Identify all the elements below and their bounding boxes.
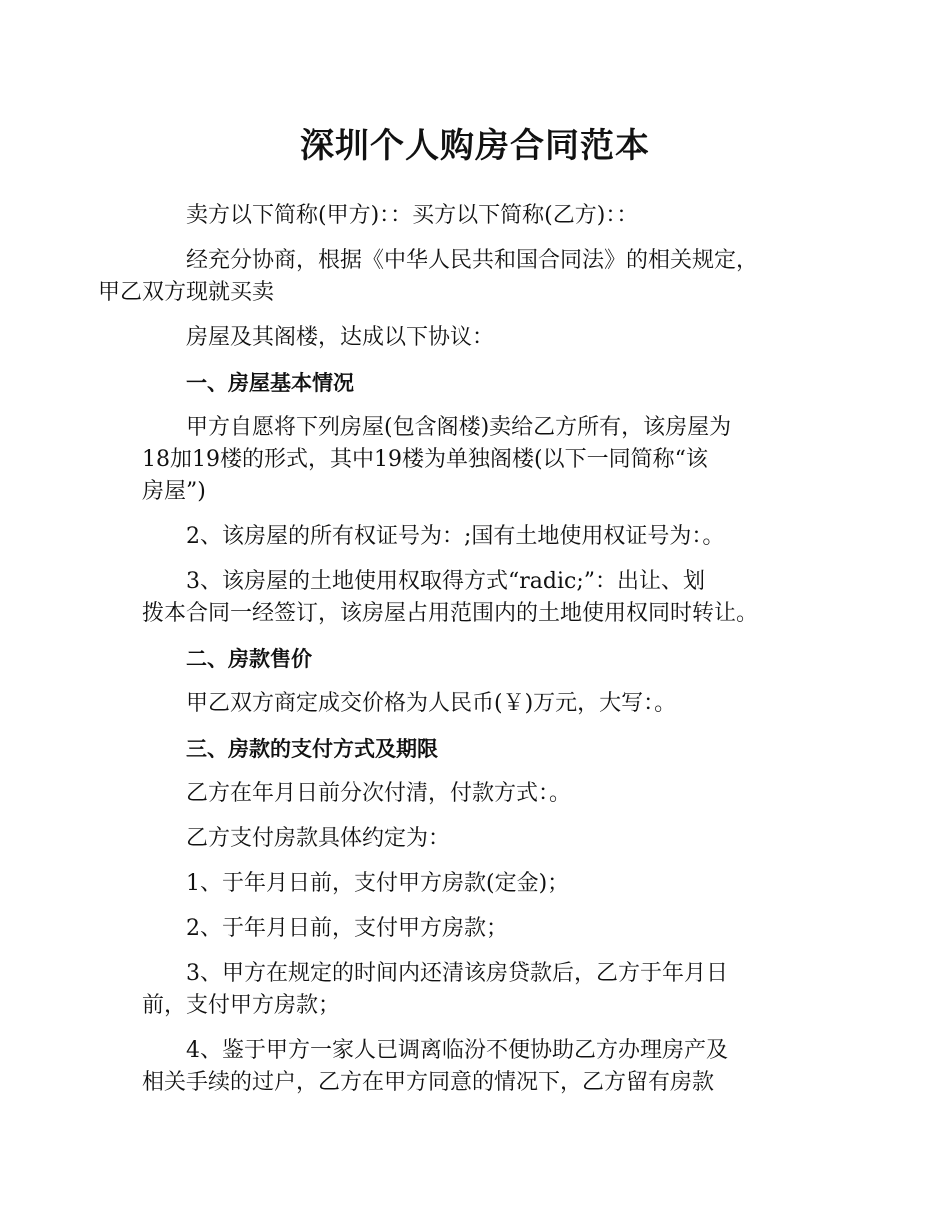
paragraph-parties: 卖方以下简称(甲方)：：买方以下简称(乙方)：： [186,203,639,228]
paragraph-payment-3-line-2: 前，支付甲方房款； [142,993,341,1018]
paragraph-intro-line-2: 甲乙双方现就买卖 [98,280,275,305]
paragraph-price: 甲乙双方商定成交价格为人民币(￥)万元，大写：。 [186,691,677,716]
paragraph-intro-line-1: 经充分协商，根据《中华人民共和国合同法》的相关规定， [186,248,759,273]
paragraph-intro [98,245,832,309]
paragraph-house-desc [142,412,832,508]
paragraph-house-desc-line-2: 18加19楼的形式，其中19楼为单独阁楼(以下一同简称“该 [142,447,708,472]
heading-house-info: 一、房屋基本情况 [186,371,354,395]
paragraph-payment-3-line-1: 3、甲方在规定的时间内还清该房贷款后，乙方于年月日 [186,961,728,986]
paragraph-payment-1: 1、于年月日前，支付甲方房款(定金)； [186,871,570,896]
paragraph-land-rights-line-1: 3、该房屋的土地使用权取得方式“radic;”：出让、划 [186,569,705,594]
paragraph-land-rights [142,566,832,630]
paragraph-payment-2: 2、于年月日前，支付甲方房款； [186,916,508,941]
heading-price: 二、房款售价 [186,647,312,671]
paragraph-land-rights-line-2: 拨本合同一经签订，该房屋占用范围内的土地使用权同时转让。 [142,601,759,626]
document-title: 深圳个人购房合同范本 [300,126,650,166]
paragraph-payment-4-line-1: 4、鉴于甲方一家人已调离临汾不便协助乙方办理房产及 [186,1038,728,1063]
paragraph-payment-detail: 乙方支付房款具体约定为： [186,826,451,851]
paragraph-ownership: 2、该房屋的所有权证号为：;国有土地使用权证号为：。 [186,524,725,549]
paragraph-payment-4 [142,1035,832,1099]
heading-payment: 三、房款的支付方式及期限 [186,737,438,761]
paragraph-payment-3 [142,958,832,1022]
paragraph-house-desc-line-1: 甲方自愿将下列房屋(包含阁楼)卖给乙方所有，该房屋为 [186,415,732,440]
document-body [98,200,832,1112]
paragraph-agreement: 房屋及其阁楼，达成以下协议： [186,325,495,350]
paragraph-house-desc-line-3: 房屋”) [142,479,206,504]
paragraph-payment-term: 乙方在年月日前分次付清，付款方式：。 [186,781,572,806]
paragraph-payment-4-line-2: 相关手续的过户，乙方在甲方同意的情况下，乙方留有房款 [142,1070,715,1095]
